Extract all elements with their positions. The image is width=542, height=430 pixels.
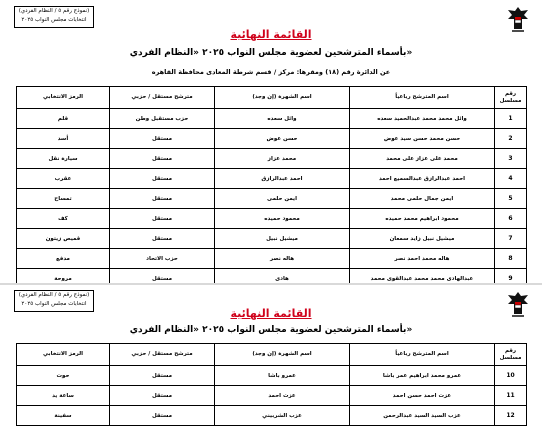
type-cell: مستقل — [110, 189, 215, 209]
fame-cell: محمود حميده — [215, 209, 350, 229]
serial-cell: 9 — [495, 269, 527, 289]
header-type: مترشح مستقل / حزبي — [110, 87, 215, 109]
election-line: انتخابات مجلس النواب ٢٠٢٥ — [21, 301, 87, 307]
type-cell: حزب الاتحاد — [110, 249, 215, 269]
symbol-cell: تمساح — [17, 189, 110, 209]
table-header-row — [17, 344, 527, 366]
name-cell: عمرو محمد ابراهيم عمر باشا — [350, 366, 495, 386]
serial-cell: 4 — [495, 169, 527, 189]
symbol-cell: حوت — [17, 366, 110, 386]
fame-cell: هادى — [215, 269, 350, 289]
symbol-cell: قلم — [17, 109, 110, 129]
table-row — [17, 189, 527, 209]
table-row — [17, 229, 527, 249]
page-title: القائمة النهائية — [230, 307, 312, 320]
fame-cell: عمرو باشا — [215, 366, 350, 386]
name-cell: عزت احمد حسن احمد — [350, 386, 495, 406]
header-symbol: الرمز الانتخابي — [17, 344, 110, 366]
symbol-cell: سفينة — [17, 406, 110, 426]
name-cell: هاله محمد احمد نصر — [350, 249, 495, 269]
fame-cell: عزت احمد — [215, 386, 350, 406]
type-cell: مستقل — [110, 229, 215, 249]
serial-cell: 11 — [495, 386, 527, 406]
symbol-cell: سيارة نقل — [17, 149, 110, 169]
name-cell: ايمن جمال حلمى محمد — [350, 189, 495, 209]
fame-cell: ايمن حلمى — [215, 189, 350, 209]
election-line: انتخابات مجلس النواب ٢٠٢٥ — [21, 17, 87, 23]
table-row — [17, 169, 527, 189]
symbol-cell: ساعة يد — [17, 386, 110, 406]
type-cell: مستقل — [110, 386, 215, 406]
form-number-line: (نموذج رقم ٥ / النظام الفردي) — [18, 8, 90, 14]
table-row — [17, 366, 527, 386]
serial-cell: 2 — [495, 129, 527, 149]
page-subtitle: بأسماء المترشحين لعضوية مجلس النواب ٢٠٢٥ «النظام الفردي» — [129, 325, 413, 335]
name-cell: محمد على عزاز على محمد — [350, 149, 495, 169]
fame-cell: احمد عبدالرازق — [215, 169, 350, 189]
type-cell: مستقل — [110, 269, 215, 289]
symbol-cell: مروحة — [17, 269, 110, 289]
symbol-cell: عقرب — [17, 169, 110, 189]
page-subtitle: بأسماء المترشحين لعضوية مجلس النواب ٢٠٢٥ «النظام الفردي» — [129, 48, 413, 58]
name-cell: محمود ابراهيم محمد حميده — [350, 209, 495, 229]
table-row — [17, 209, 527, 229]
name-cell: ميشيل نبيل زايد سمعان — [350, 229, 495, 249]
type-cell: مستقل — [110, 169, 215, 189]
type-cell: مستقل — [110, 406, 215, 426]
header-serial: رقم مسلسل — [495, 344, 527, 366]
symbol-cell: أسد — [17, 129, 110, 149]
name-cell: وائل محمد محمد عبدالحميد سعده — [350, 109, 495, 129]
type-cell: مستقل — [110, 129, 215, 149]
fame-cell: هاله نصر — [215, 249, 350, 269]
header-fame: اسم الشهرة (إن وجد) — [215, 87, 350, 109]
document-page-2 — [0, 285, 542, 430]
fame-cell: وائل سعده — [215, 109, 350, 129]
district-line: عن الدائرة رقم (١٨) ومقرها: مركز / قسم شرطة المعادى محافظة القاهره — [151, 68, 391, 76]
page-title: القائمة النهائية — [230, 28, 312, 41]
form-number-line: (نموذج رقم ٥ / النظام الفردي) — [18, 292, 90, 298]
serial-cell: 8 — [495, 249, 527, 269]
name-cell: احمد عبدالرازق عبدالسميع احمد — [350, 169, 495, 189]
fame-cell: محمد عزاز — [215, 149, 350, 169]
name-cell: عبدالهادى محمد محمد عبدالقوى محمد — [350, 269, 495, 289]
type-cell: مستقل — [110, 209, 215, 229]
header-name: اسم المترشح رباعياً — [350, 344, 495, 366]
header-type: مترشح مستقل / حزبي — [110, 344, 215, 366]
serial-cell: 7 — [495, 229, 527, 249]
table-row — [17, 406, 527, 426]
symbol-cell: كف — [17, 209, 110, 229]
name-cell: حسن محمد حسن سيد عوض — [350, 129, 495, 149]
serial-cell: 12 — [495, 406, 527, 426]
serial-cell: 5 — [495, 189, 527, 209]
type-cell: مستقل — [110, 366, 215, 386]
table-row — [17, 149, 527, 169]
type-cell: مستقل — [110, 149, 215, 169]
name-cell: عزب السيد السيد عبدالرحمن — [350, 406, 495, 426]
symbol-cell: مدفع — [17, 249, 110, 269]
serial-cell: 1 — [495, 109, 527, 129]
candidates-table — [16, 343, 527, 426]
fame-cell: ميشيل نبيل — [215, 229, 350, 249]
header-name: اسم المترشح رباعياً — [350, 87, 495, 109]
table-header-row — [17, 87, 527, 109]
header-fame: اسم الشهرة (إن وجد) — [215, 344, 350, 366]
header-serial: رقم مسلسل — [495, 87, 527, 109]
table-row — [17, 386, 527, 406]
fame-cell: حسن عوض — [215, 129, 350, 149]
serial-cell: 6 — [495, 209, 527, 229]
serial-cell: 3 — [495, 149, 527, 169]
candidates-table — [16, 86, 527, 289]
symbol-cell: قميص زيتون — [17, 229, 110, 249]
fame-cell: عزب الشربيني — [215, 406, 350, 426]
table-row — [17, 249, 527, 269]
header-symbol: الرمز الانتخابي — [17, 87, 110, 109]
table-row — [17, 109, 527, 129]
form-number-box — [14, 6, 94, 28]
serial-cell: 10 — [495, 366, 527, 386]
table-row — [17, 129, 527, 149]
type-cell: حزب مستقبل وطن — [110, 109, 215, 129]
